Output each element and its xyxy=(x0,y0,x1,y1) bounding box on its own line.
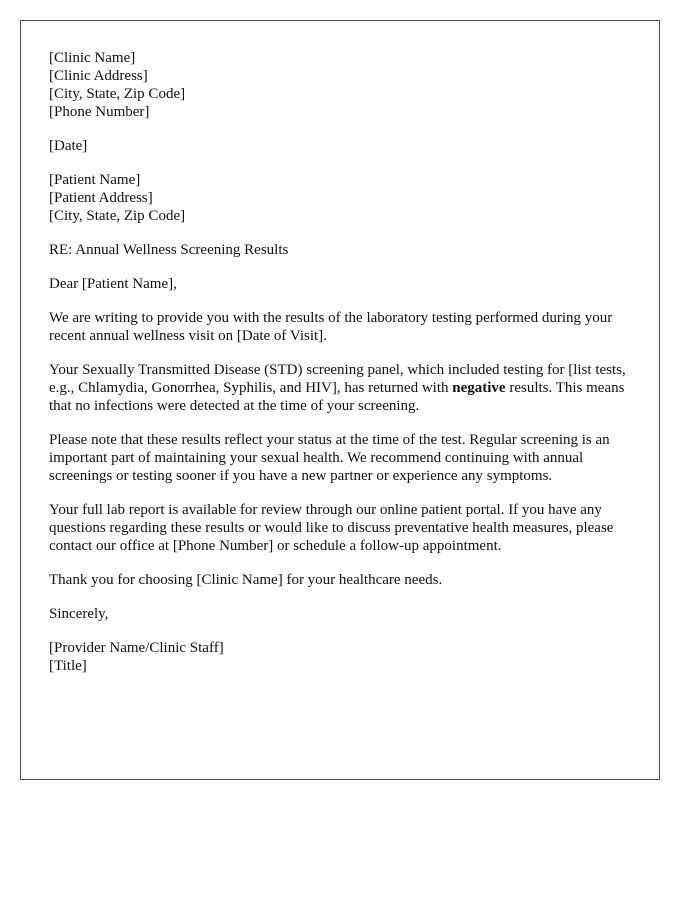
patient-address: [Patient Address] xyxy=(49,190,153,206)
clinic-city-state-zip: [City, State, Zip Code] xyxy=(49,86,186,102)
letter-page xyxy=(20,20,660,780)
closing: Sincerely, xyxy=(49,606,109,622)
body-paragraph-intro: We are writing to provide you with the results of the laboratory testing performed during your recent annual wellness visit on [Date of Visit]. xyxy=(49,310,613,344)
clinic-address: [Clinic Address] xyxy=(49,68,148,84)
patient-city-state-zip: [City, State, Zip Code] xyxy=(49,208,186,224)
results-negative-emphasis: negative xyxy=(452,380,506,396)
body-paragraph-note: Please note that these results reflect your status at the time of the test. Regular screening is an important part of maintaining your sexual health. We recommend continuing with annual screenings or testing sooner if you have a new partner or experience any symptoms. xyxy=(49,432,610,484)
patient-name: [Patient Name] xyxy=(49,172,141,188)
clinic-phone: [Phone Number] xyxy=(49,104,150,120)
signature-block xyxy=(49,639,631,675)
salutation: Dear [Patient Name], xyxy=(49,276,177,292)
results-text-end: results. This means that no infections were detected at the time of your screening. xyxy=(49,380,625,414)
letter-date: [Date] xyxy=(49,138,88,154)
subject-line: RE: Annual Wellness Screening Results xyxy=(49,242,289,258)
results-text-start: Your Sexually Transmitted Disease (STD) screening panel, which included testing for [list tests, e.g., Chlamydia, Gonorrhea, Syphilis, and HIV], has returned with xyxy=(49,362,626,396)
clinic-header xyxy=(49,49,631,121)
body-paragraph-thanks: Thank you for choosing [Clinic Name] for your healthcare needs. xyxy=(49,572,443,588)
clinic-name: [Clinic Name] xyxy=(49,50,136,66)
body-paragraph-portal: Your full lab report is available for review through our online patient portal. If you have any questions regarding these results or would like to discuss preventative health measures, please contact our office at [Phone Number] or schedule a follow-up appointment. xyxy=(49,502,614,554)
patient-address-block xyxy=(49,171,631,225)
body-paragraph-results xyxy=(49,361,631,415)
signature-name: [Provider Name/Clinic Staff] xyxy=(49,640,224,656)
signature-title: [Title] xyxy=(49,658,87,674)
